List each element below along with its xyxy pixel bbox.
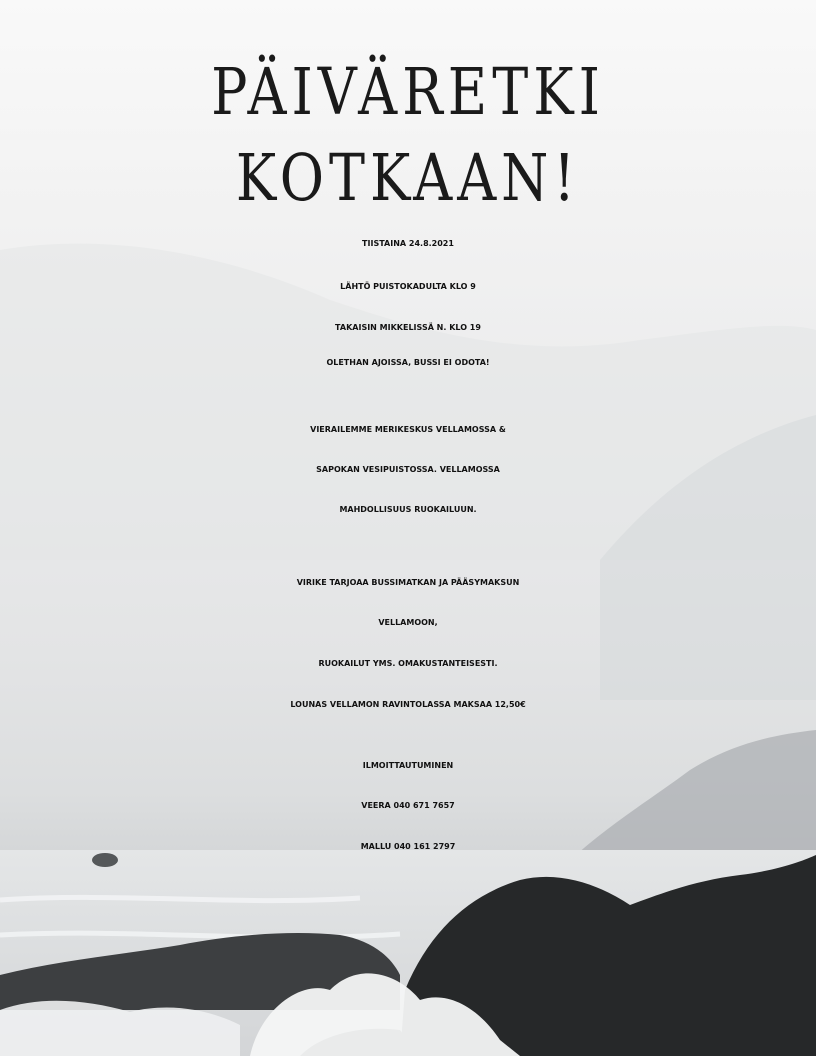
costs-line-3: RUOKAILUT YMS. OMAKUSTANTEISESTI. bbox=[318, 659, 498, 668]
costs-line-1: VIRIKE TARJOAA BUSSIMATKAN JA PÄÄSYMAKSUN bbox=[296, 578, 520, 587]
punctuality-note: OLETHAN AJOISSA, BUSSI EI ODOTA! bbox=[326, 358, 490, 367]
contact-mallu: MALLU 040 161 2797 bbox=[360, 842, 456, 851]
costs-line-2: VELLAMOON, bbox=[378, 618, 438, 627]
registration-heading: ILMOITTAUTUMINEN bbox=[362, 761, 454, 770]
return-info: TAKAISIN MIKKELISSÄ N. KLO 19 bbox=[335, 323, 481, 332]
visit-line-2: SAPOKAN VESIPUISTOSSA. VELLAMOSSA bbox=[316, 465, 500, 474]
contact-veera: VEERA 040 671 7657 bbox=[361, 801, 455, 810]
departure-info: LÄHTÖ PUISTOKADULTA KLO 9 bbox=[340, 282, 476, 291]
visit-line-3: MAHDOLLISUUS RUOKAILUUN. bbox=[339, 505, 477, 514]
costs-line-4: LOUNAS VELLAMON RAVINTOLASSA MAKSAA 12,50€ bbox=[290, 700, 526, 709]
visit-line-1: VIERAILEMME MERIKESKUS VELLAMOSSA & bbox=[310, 425, 506, 434]
title-line-1: PÄIVÄRETKI bbox=[211, 54, 605, 130]
title-line-2: KOTKAAN! bbox=[235, 140, 581, 216]
event-date: TIISTAINA 24.8.2021 bbox=[362, 239, 454, 248]
